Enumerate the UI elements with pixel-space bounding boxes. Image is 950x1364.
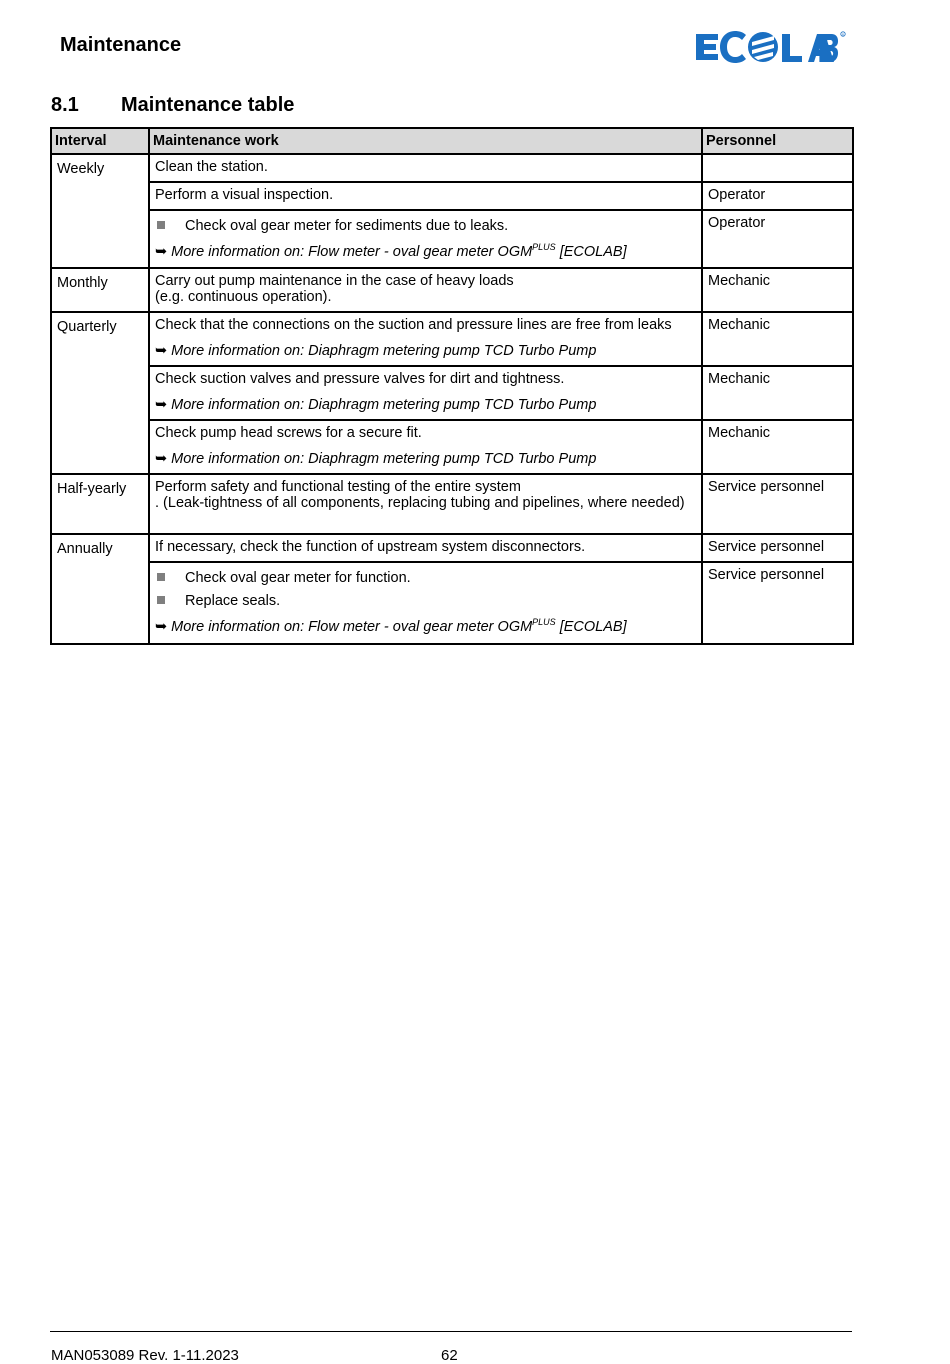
- work-cell: [149, 312, 702, 366]
- square-bullet-icon: [157, 221, 165, 229]
- header-interval: Interval: [51, 128, 149, 154]
- personnel-cell: Service personnel: [702, 474, 853, 534]
- work-cell: Perform a visual inspection.: [149, 182, 702, 210]
- reference-arrow-icon: ➥: [155, 619, 168, 635]
- more-info-prefix: More information on:: [171, 343, 305, 359]
- reference-arrow-icon: ➥: [155, 451, 168, 467]
- table-row: [51, 534, 853, 562]
- personnel-cell: Service personnel: [702, 562, 853, 644]
- personnel-cell: Mechanic: [702, 312, 853, 366]
- section-title: [51, 94, 294, 117]
- work-text: Check suction valves and pressure valves for dirt and tightness.: [155, 371, 565, 387]
- table-row: [51, 562, 853, 644]
- more-info-prefix: More information on:: [171, 451, 305, 467]
- bullet-text: Check oval gear meter for sediments due to leaks.: [185, 218, 509, 234]
- reference-arrow-icon: ➥: [155, 397, 168, 413]
- ecolab-logo: [694, 30, 846, 64]
- more-info-tail: [ECOLAB]: [555, 619, 627, 635]
- more-info: [155, 619, 697, 635]
- footer-page-number: 62: [441, 1347, 458, 1364]
- more-info: [155, 343, 697, 359]
- table-row: [51, 268, 853, 312]
- more-info: [155, 244, 697, 260]
- footer-document-id: MAN053089 Rev. 1-11.2023: [51, 1347, 239, 1364]
- work-cell: [149, 210, 702, 268]
- personnel-cell: Operator: [702, 182, 853, 210]
- maintenance-table: [50, 127, 854, 645]
- square-bullet-icon: [157, 573, 165, 581]
- more-info-link[interactable]: Flow meter - oval gear meter OGM: [308, 619, 533, 635]
- table-row: [51, 474, 853, 534]
- header-personnel: Personnel: [702, 128, 853, 154]
- more-info-sup: PLUS: [532, 617, 556, 628]
- personnel-cell: Mechanic: [702, 366, 853, 420]
- more-info-sup: PLUS: [532, 242, 556, 253]
- more-info-tail: [ECOLAB]: [555, 244, 627, 260]
- page-header-title: Maintenance: [60, 34, 182, 56]
- personnel-cell: [702, 154, 853, 182]
- personnel-cell: Service personnel: [702, 534, 853, 562]
- more-info-link[interactable]: Flow meter - oval gear meter OGM: [308, 244, 533, 260]
- interval-cell: Half-yearly: [51, 474, 149, 534]
- more-info: [155, 451, 697, 467]
- table-row: [51, 182, 853, 210]
- more-info: [155, 397, 697, 413]
- interval-cell: Monthly: [51, 268, 149, 312]
- table-row: [51, 366, 853, 420]
- personnel-cell: Mechanic: [702, 268, 853, 312]
- square-bullet-icon: [157, 596, 165, 604]
- work-cell: [149, 420, 702, 474]
- work-cell: If necessary, check the function of upstream system disconnectors.: [149, 534, 702, 562]
- section-number: 8.1: [51, 94, 79, 116]
- more-info-link[interactable]: Diaphragm metering pump TCD Turbo Pump: [308, 451, 597, 467]
- footer-divider: [50, 1331, 852, 1332]
- table-row: [51, 420, 853, 474]
- interval-cell: Quarterly: [51, 312, 149, 474]
- work-cell: [149, 562, 702, 644]
- work-cell: [149, 366, 702, 420]
- more-info-prefix: More information on:: [171, 244, 305, 260]
- work-line: . (Leak-tightness of all components, replacing tubing and pipelines, where needed): [155, 495, 685, 511]
- table-row: [51, 210, 853, 268]
- interval-cell: Annually: [51, 534, 149, 644]
- work-cell: Clean the station.: [149, 154, 702, 182]
- section-heading: Maintenance table: [121, 94, 295, 116]
- header-work: Maintenance work: [149, 128, 702, 154]
- reference-arrow-icon: ➥: [155, 244, 168, 260]
- bullet-item: [155, 570, 697, 586]
- interval-cell: Weekly: [51, 154, 149, 268]
- table-row: [51, 312, 853, 366]
- more-info-prefix: More information on:: [171, 397, 305, 413]
- bullet-text: Check oval gear meter for function.: [185, 570, 411, 586]
- work-line: Carry out pump maintenance in the case of heavy loads: [155, 273, 514, 289]
- work-text: Check that the connections on the suction and pressure lines are free from leaks: [155, 317, 672, 333]
- work-text: Check pump head screws for a secure fit.: [155, 425, 422, 441]
- work-line: Perform safety and functional testing of the entire system: [155, 479, 521, 495]
- more-info-prefix: More information on:: [171, 619, 305, 635]
- svg-text:R: R: [841, 32, 845, 37]
- more-info-link[interactable]: Diaphragm metering pump TCD Turbo Pump: [308, 343, 597, 359]
- bullet-text: Replace seals.: [185, 593, 281, 609]
- bullet-item: [155, 593, 697, 609]
- personnel-cell: Operator: [702, 210, 853, 268]
- personnel-cell: Mechanic: [702, 420, 853, 474]
- work-cell: [149, 268, 702, 312]
- work-cell: [149, 474, 702, 534]
- work-line: (e.g. continuous operation).: [155, 289, 332, 305]
- reference-arrow-icon: ➥: [155, 343, 168, 359]
- table-row: [51, 154, 853, 182]
- table-header-row: [51, 128, 853, 154]
- more-info-link[interactable]: Diaphragm metering pump TCD Turbo Pump: [308, 397, 597, 413]
- bullet-item: [155, 218, 697, 234]
